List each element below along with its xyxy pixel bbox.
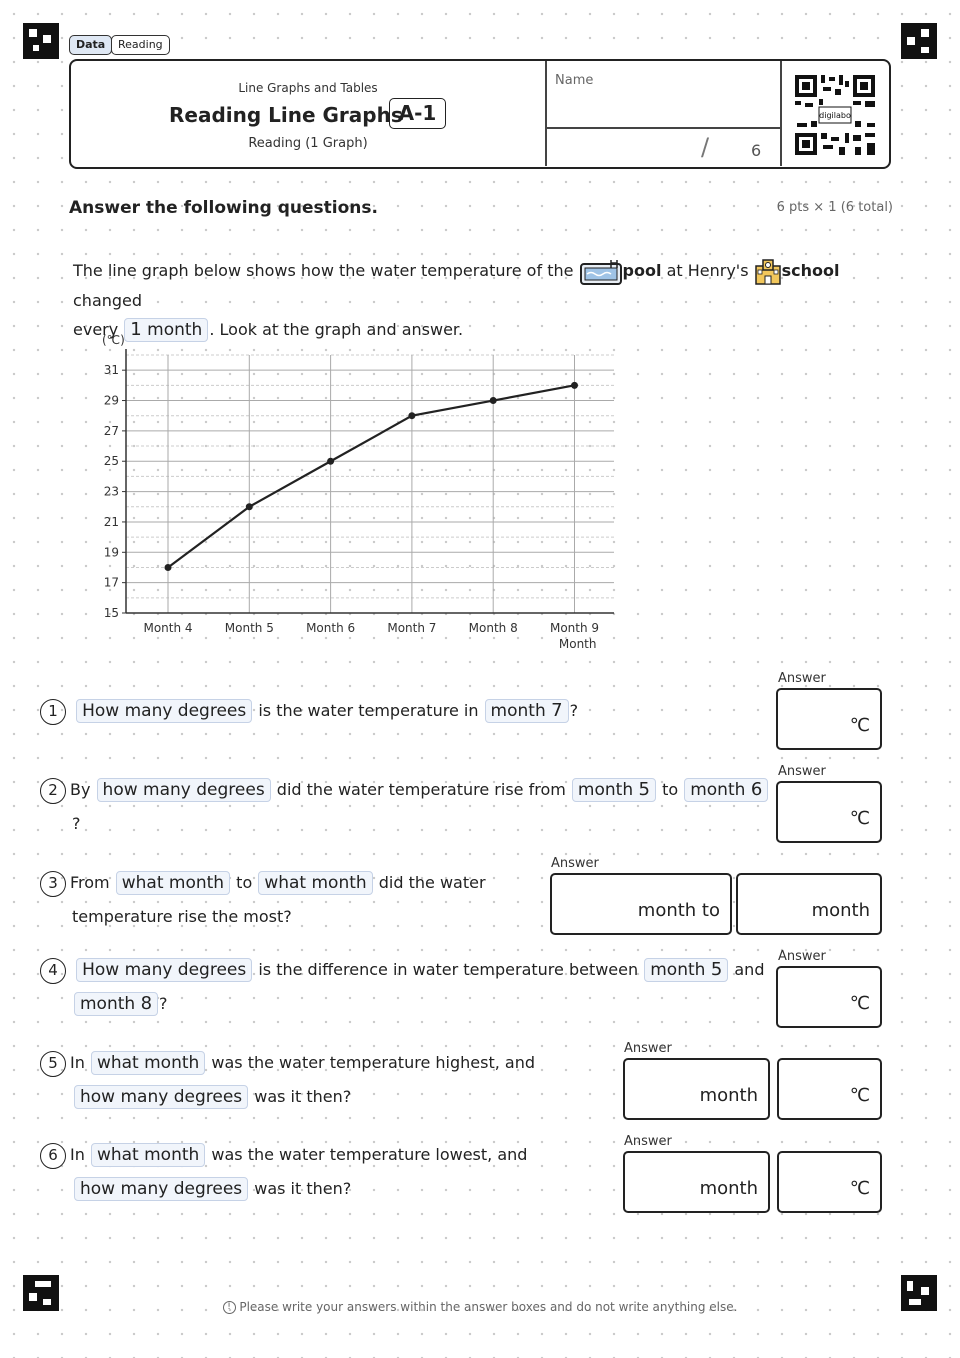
keyword: what month (258, 871, 372, 895)
question-4 (40, 953, 764, 1021)
question-text: to (236, 873, 253, 892)
y-tick-label: 21 (103, 514, 119, 529)
data-point (165, 564, 172, 571)
y-tick-label: 25 (103, 454, 119, 469)
data-point (490, 397, 497, 404)
school-word: school (781, 261, 840, 280)
keyword-unit: month (577, 780, 634, 800)
tag-reading: Reading (111, 35, 170, 55)
name-label: Name (555, 73, 594, 88)
corner-marker-top-right (901, 23, 937, 59)
question-text: By (70, 780, 91, 799)
question-number: 2 (40, 778, 66, 804)
interval-num: 1 (130, 318, 142, 340)
answer-label: Answer (778, 764, 826, 779)
school-icon (754, 258, 782, 286)
data-point (408, 412, 415, 419)
answer-unit: ℃ (849, 1085, 870, 1106)
line-chart (96, 330, 636, 655)
answer-unit: ℃ (849, 715, 870, 736)
x-tick-label: Month 9 (549, 621, 600, 635)
question-text: In (70, 1053, 85, 1072)
answer-unit: month to (637, 900, 720, 921)
header-divider (545, 127, 780, 129)
question-3 (40, 866, 486, 934)
keyword-num: 8 (140, 993, 153, 1014)
question-text: was it then? (254, 1087, 352, 1106)
question-1 (40, 694, 578, 728)
info-icon: ! (223, 1301, 236, 1314)
keyword-unit: month (490, 701, 546, 721)
keyword (485, 699, 569, 723)
answer-unit: ℃ (849, 808, 870, 829)
header-category: Line Graphs and Tables (238, 81, 378, 95)
question-number: 3 (40, 871, 66, 897)
data-point (246, 503, 253, 510)
question-text: was the water temperature highest, and (211, 1053, 535, 1072)
page-title: Reading Line Graphs (169, 103, 403, 127)
data-point (327, 458, 334, 465)
y-axis-label: (℃) (102, 333, 125, 347)
answer-label: Answer (778, 949, 826, 964)
y-tick-label: 17 (103, 575, 119, 590)
answer-label: Answer (624, 1041, 672, 1056)
intro-text: . Look at the graph and answer. (209, 319, 464, 339)
keyword: how many degrees (74, 1177, 248, 1201)
keyword (74, 992, 158, 1016)
intro-text: The line graph below shows how the water temperature of the (73, 261, 574, 280)
keyword-num: 6 (750, 779, 763, 800)
header-divider (780, 61, 782, 166)
keyword-unit: month (690, 780, 746, 800)
answer-unit: month (699, 1178, 758, 1199)
answer-box-3-from[interactable] (550, 873, 732, 935)
question-text: From (70, 873, 110, 892)
intro-text: every (73, 319, 119, 339)
answer-box-6-month[interactable] (623, 1151, 770, 1213)
pool-word: pool (622, 261, 662, 280)
y-tick-label: 23 (103, 484, 119, 499)
answer-label: Answer (551, 856, 599, 871)
keyword: how many degrees (97, 778, 271, 802)
worksheet-code: A-1 (389, 98, 446, 129)
question-text: ? (159, 994, 168, 1013)
x-tick-label: Month 5 (224, 621, 274, 635)
question-text: temperature rise the most? (72, 907, 292, 926)
points-info: 6 pts × 1 (6 total) (776, 200, 893, 215)
keyword-unit: month (80, 994, 136, 1014)
keyword-num: 5 (638, 779, 650, 800)
keyword: How many degrees (76, 699, 252, 723)
answer-unit: month (699, 1085, 758, 1106)
answer-box-2[interactable] (776, 781, 882, 843)
answer-unit: ℃ (849, 993, 870, 1014)
tag-data: Data (69, 35, 112, 55)
question-text: to (662, 780, 679, 799)
y-tick-label: 31 (103, 363, 119, 378)
x-tick-label: Month 8 (468, 621, 518, 635)
keyword: what month (91, 1143, 205, 1167)
answer-unit: month (811, 900, 870, 921)
question-text: did the water (378, 873, 486, 892)
y-tick-label: 29 (103, 393, 119, 408)
keyword (644, 958, 728, 982)
keyword-num: 7 (551, 700, 563, 721)
keyword-num: 5 (710, 959, 723, 980)
question-number: 4 (40, 958, 66, 984)
question-text: did the water temperature rise from (276, 780, 566, 799)
answer-unit: ℃ (849, 1178, 870, 1199)
footer-text: Please write your answers within the answer boxes and do not write anything else. (239, 1300, 738, 1314)
y-tick-label: 19 (103, 545, 119, 560)
answer-box-5-month[interactable] (623, 1058, 770, 1120)
question-text: is the water temperature in (258, 701, 479, 720)
y-tick-label: 27 (103, 423, 119, 438)
y-tick-label: 15 (103, 606, 119, 620)
pool-icon (579, 258, 623, 286)
keyword (684, 778, 768, 802)
corner-marker-top-left (23, 23, 59, 59)
score-slash: / (701, 133, 710, 161)
qr-code-icon (793, 73, 877, 157)
question-text: was the water temperature lowest, and (211, 1145, 528, 1164)
keyword: what month (116, 871, 230, 895)
answer-box-6-degrees[interactable] (777, 1151, 882, 1213)
answer-label: Answer (778, 671, 826, 686)
x-tick-label: Month 7 (387, 621, 437, 635)
answer-label: Answer (624, 1134, 672, 1149)
question-number: 1 (40, 699, 66, 725)
x-tick-label: Month 4 (143, 621, 193, 635)
name-field[interactable] (547, 91, 778, 125)
keyword: what month (91, 1051, 205, 1075)
footer-note (0, 1300, 960, 1314)
question-text: and (734, 960, 765, 979)
x-tick-label: Month 6 (306, 621, 356, 635)
question-text: In (70, 1145, 85, 1164)
question-text: was it then? (254, 1179, 352, 1198)
score-total: 6 (751, 141, 762, 160)
data-point (571, 382, 578, 389)
intro-text: changed (73, 290, 143, 310)
answer-box-1[interactable] (776, 688, 882, 750)
score-field[interactable] (547, 131, 697, 163)
keyword-unit: month (650, 960, 706, 980)
question-6 (40, 1138, 527, 1206)
keyword: how many degrees (74, 1085, 248, 1109)
worksheet-header (69, 59, 891, 169)
instructions: Answer the following questions. (69, 198, 378, 218)
header-subtitle: Reading (1 Graph) (248, 136, 368, 151)
x-axis-label: Month (558, 637, 597, 651)
question-text: ? (569, 701, 579, 720)
intro-text: at Henry's (666, 261, 749, 280)
keyword (572, 778, 656, 802)
question-5 (40, 1046, 535, 1114)
interval-unit: month (147, 319, 203, 340)
answer-box-4[interactable] (776, 966, 882, 1028)
answer-box-5-degrees[interactable] (777, 1058, 882, 1120)
question-text: ? (72, 814, 81, 833)
question-number: 6 (40, 1143, 66, 1169)
question-text: is the difference in water temperature between (258, 960, 639, 979)
qr-label: digilabo (819, 111, 851, 120)
answer-box-3-to[interactable] (736, 873, 882, 935)
keyword: How many degrees (76, 958, 252, 982)
question-2 (40, 773, 769, 841)
question-number: 5 (40, 1051, 66, 1077)
